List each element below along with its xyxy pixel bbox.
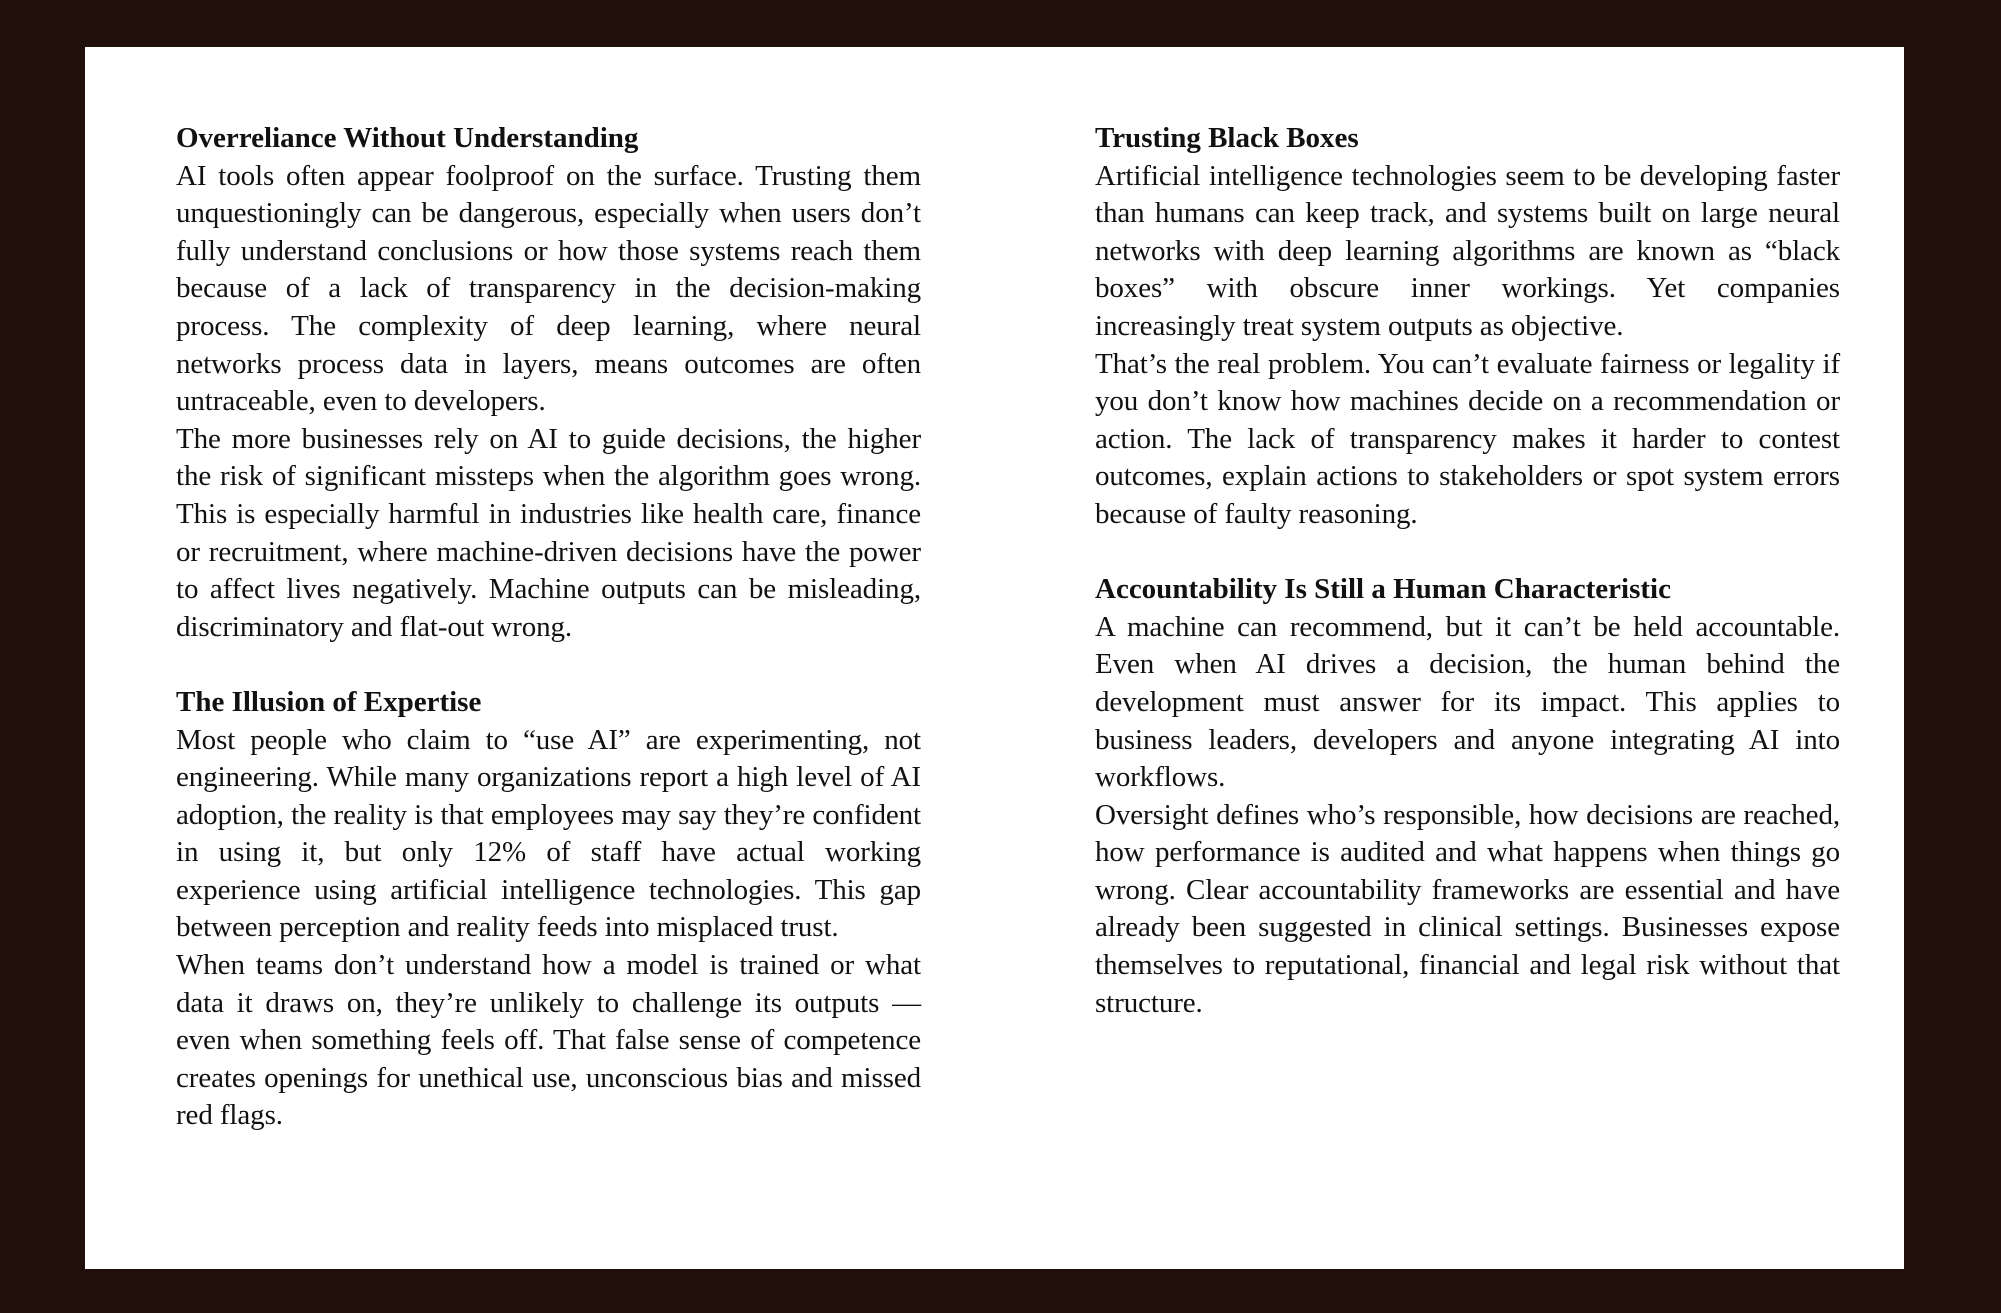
section-title-trusting-black-boxes: Trusting Black Boxes: [1095, 122, 1359, 154]
left-column: [176, 120, 921, 1135]
paragraph: When teams don’t understand how a model is trained or what data it draws on, they’re unlikely to challenge its outputs — even when something feels off. That false sense of competence creates openings for unethical use, unconscious bias and missed red flags.: [176, 949, 921, 1132]
section-title-accountability: Accountability Is Still a Human Characteristic: [1095, 573, 1671, 606]
paragraph: That’s the real problem. You can’t evaluate fairness or legality if you don’t know how machines decide on a recommendation or action. The lack of transparency makes it harder to contest outcomes, explain actions to stakeholders or spot system errors because of faulty reasoning.: [1095, 347, 1840, 530]
paragraph: Most people who claim to “use AI” are experimenting, not engineering. While many organizations report a high level of AI adoption, the reality is that employees may say they’re confident in using it, but only 12% of staff have actual working experience using artificial intelligence technologies. This gap between perception and reality feeds into misplaced trust.: [176, 723, 921, 944]
right-column: [1095, 120, 1840, 1022]
paragraph: AI tools often appear foolproof on the surface. Trusting them unquestioningly can be dangerous, especially when users don’t fully understand conclusions or how those systems reach them because of a lack of transparency in the decision-making process. The complexity of deep learning, where neural networks process data in layers, means outcomes are often untraceable, even to developers.: [176, 159, 921, 418]
section-spacer: [176, 646, 921, 684]
section-spacer: [1095, 534, 1840, 572]
paragraph: The more businesses rely on AI to guide decisions, the higher the risk of significant missteps when the algorithm goes wrong. This is especially harmful in industries like health care, finance or recruitment, where machine-driven decisions have the power to affect lives negatively. Machine outputs can be misleading, discriminatory and flat-out wrong.: [176, 422, 921, 643]
paragraph: A machine can recommend, but it can’t be held accountable. Even when AI drives a decision, the human behind the development must answer for its impact. This applies to business leaders, developers and anyone integrating AI into workflows.: [1095, 610, 1840, 794]
section-title-overreliance: Overreliance Without Understanding: [176, 122, 639, 154]
document-page: [85, 47, 1904, 1269]
section-title-illusion-of-expertise: The Illusion of Expertise: [176, 685, 482, 718]
paragraph: Artificial intelligence technologies seem to be developing faster than humans can keep track, and systems built on large neural networks with deep learning algorithms are known as “black boxes” with obscure inner workings. Yet companies increasingly treat system outputs as objective.: [1095, 159, 1840, 342]
paragraph: Oversight defines who’s responsible, how decisions are reached, how performance is audited and what happens when things go wrong. Clear accountability frameworks are essential and have already been suggested in clinical settings. Businesses expose themselves to reputational, financial and legal risk without that structure.: [1095, 798, 1840, 1019]
